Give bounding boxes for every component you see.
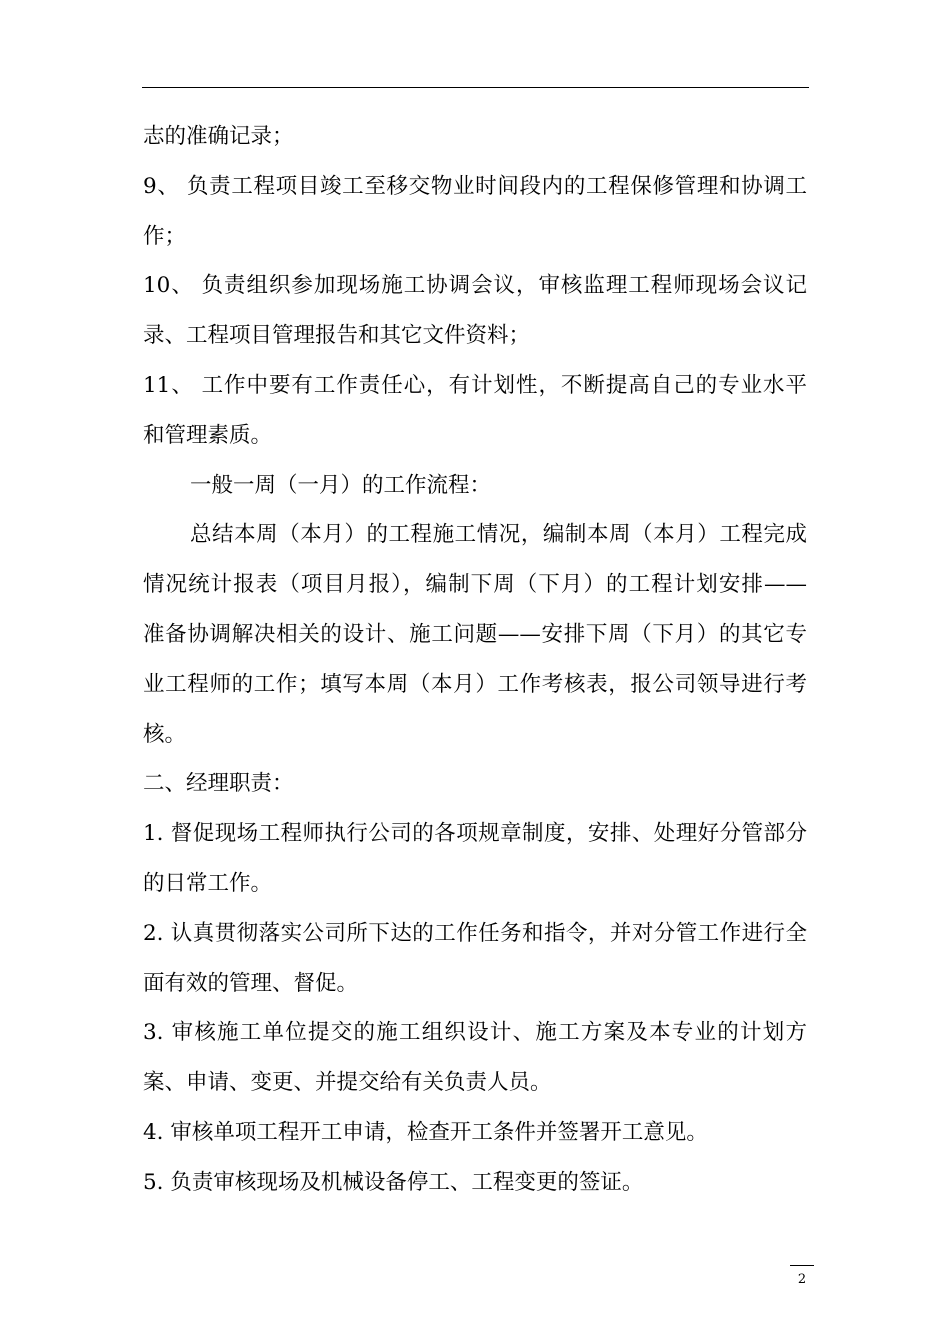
text-line: 准备协调解决相关的设计、施工问题——安排下周（下月）的其它专 <box>143 621 807 647</box>
text-line: 10、 负责组织参加现场施工协调会议，审核监理工程师现场会议记 <box>143 273 807 299</box>
text-line: 录、工程项目管理报告和其它文件资料； <box>143 323 531 349</box>
text-line: 作； <box>143 223 187 249</box>
text-line: 和管理素质。 <box>143 422 273 448</box>
page-number: 2 <box>797 1272 807 1287</box>
text-line: 情况统计报表（项目月报），编制下周（下月）的工程计划安排—— <box>143 572 807 598</box>
text-line: 2. 认真贯彻落实公司所下达的工作任务和指令，并对分管工作进行全 <box>143 920 807 946</box>
section-heading-manager-duties: 二、经理职责： <box>143 771 294 797</box>
text-line: 面有效的管理、督促。 <box>143 970 359 996</box>
section-heading-workflow: 一般一周（一月）的工作流程： <box>190 472 492 498</box>
footer-rule <box>790 1265 814 1266</box>
text-line: 总结本周（本月）的工程施工情况，编制本周（本月）工程完成 <box>190 522 807 548</box>
text-line: 业工程师的工作；填写本周（本月）工作考核表，报公司领导进行考 <box>143 671 807 697</box>
text-line: 11、 工作中要有工作责任心，有计划性，不断提高自己的专业水平 <box>143 372 807 398</box>
text-line: 核。 <box>143 721 187 747</box>
text-line: 9、 负责工程项目竣工至移交物业时间段内的工程保修管理和协调工 <box>143 173 807 199</box>
text-line: 志的准确记录； <box>143 124 294 149</box>
text-line: 3. 审核施工单位提交的施工组织设计、施工方案及本专业的计划方 <box>143 1020 807 1046</box>
text-line: 1. 督促现场工程师执行公司的各项规章制度，安排、处理好分管部分 <box>143 821 807 847</box>
document-body <box>143 112 807 1208</box>
text-line: 4. 审核单项工程开工申请，检查开工条件并签署开工意见。 <box>143 1119 708 1145</box>
text-line: 案、申请、变更、并提交给有关负责人员。 <box>143 1070 552 1096</box>
header-rule <box>142 87 809 88</box>
text-line: 的日常工作。 <box>143 870 273 896</box>
text-line: 5. 负责审核现场及机械设备停工、工程变更的签证。 <box>143 1169 644 1195</box>
